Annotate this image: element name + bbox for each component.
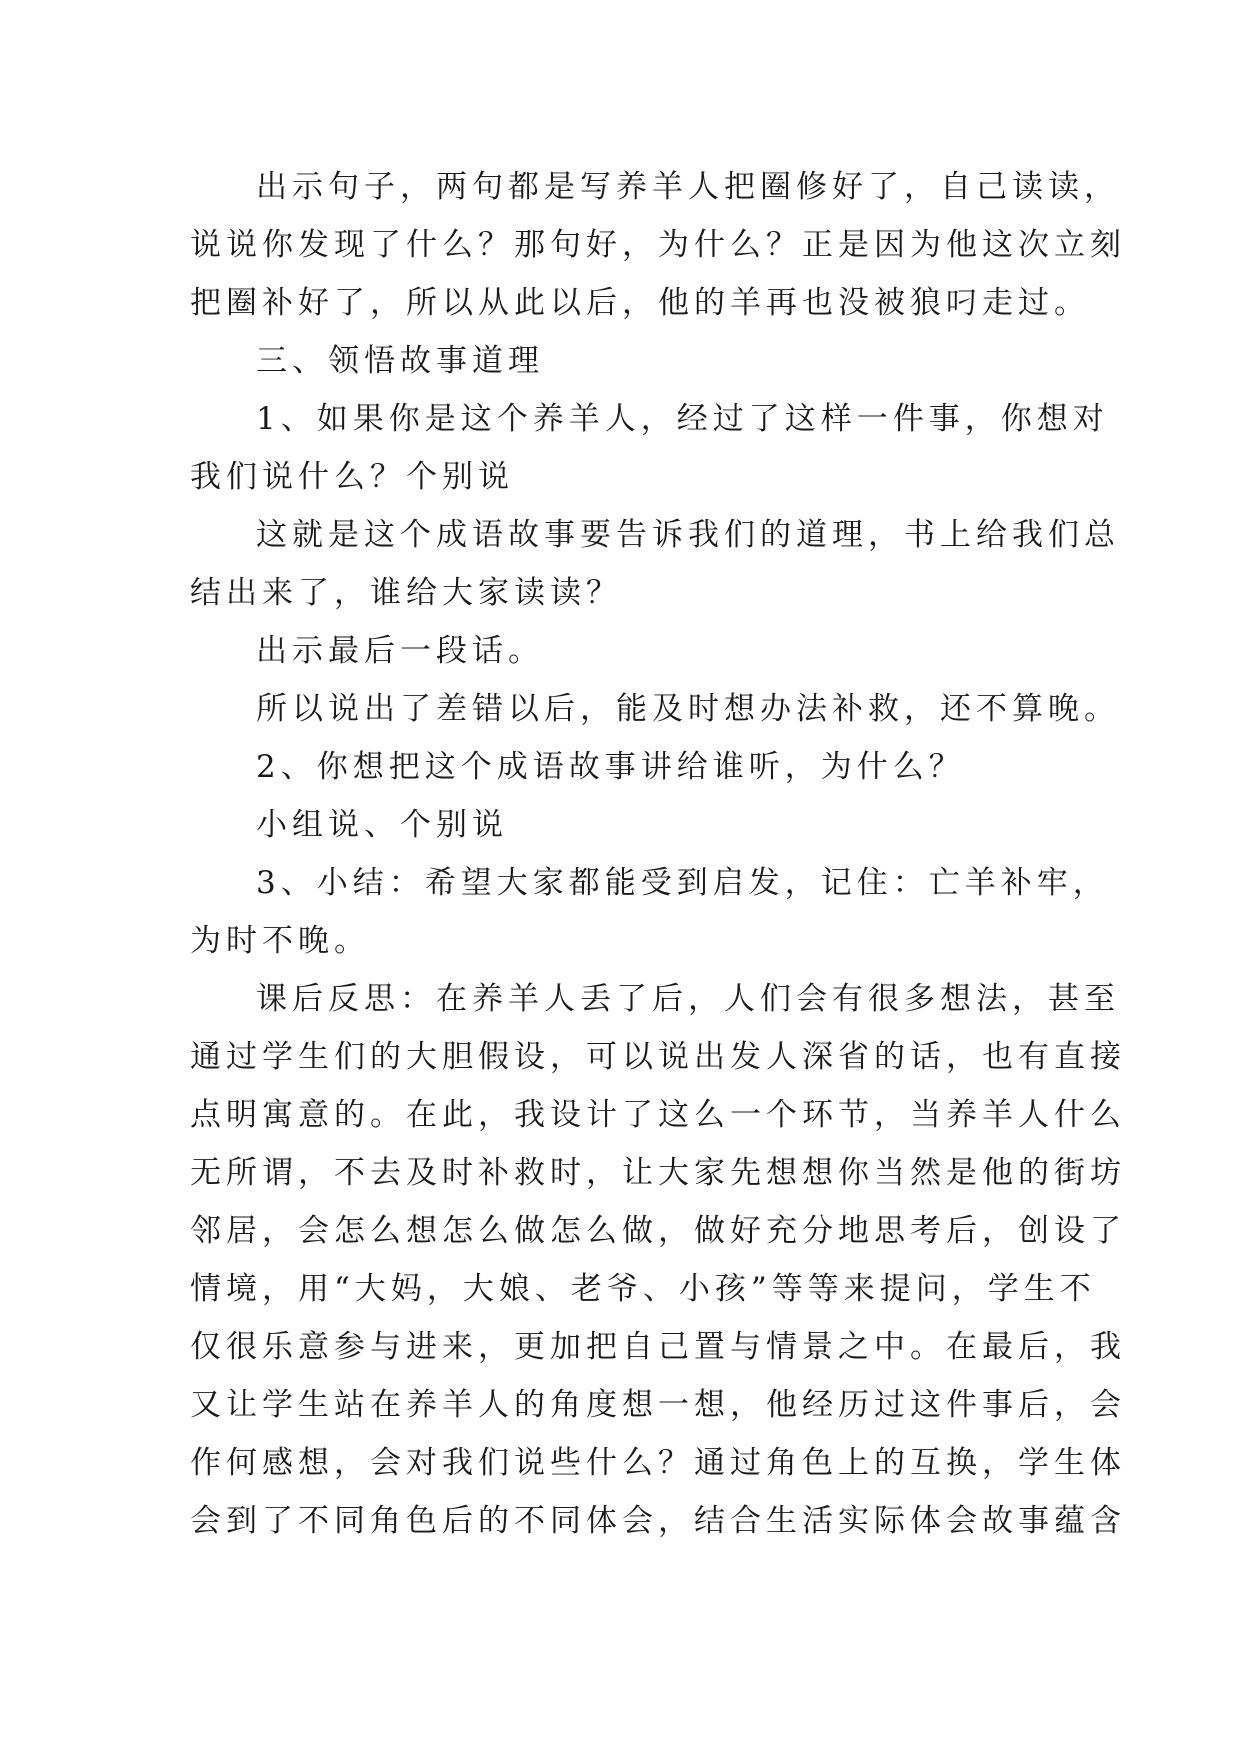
text-line-4: 三、领悟故事道理 [256,343,544,379]
text-line-19: 邻居，会怎么想怎么做怎么做，做好充分地思考后，创设了 [190,1213,1126,1249]
text-line-1: 出示句子，两句都是写养羊人把圈修好了，自己读读， [256,169,1120,205]
text-line-3: 把圈补好了，所以从此以后，他的羊再也没被狼叼走过。 [190,285,1090,321]
text-line-2: 说说你发现了什么？那句好，为什么？正是因为他这次立刻 [190,227,1126,263]
text-line-10: 所以说出了差错以后，能及时想办法补救，还不算晚。 [256,691,1120,727]
text-line-18: 无所谓，不去及时补救时，让大家先想想你当然是他的街坊 [190,1155,1126,1191]
text-line-9: 出示最后一段话。 [256,633,544,669]
text-line-21: 仅很乐意参与进来，更加把自己置与情景之中。在最后，我 [190,1329,1126,1365]
text-line-7: 这就是这个成语故事要告诉我们的道理，书上给我们总 [256,517,1120,553]
text-line-20: 情境，用“大妈，大娘、老爷、小孩”等等来提问，学生不 [190,1271,1096,1307]
text-line-8: 结出来了，谁给大家读读？ [190,575,622,611]
text-line-22: 又让学生站在养羊人的角度想一想，他经历过这件事后，会 [190,1387,1126,1423]
text-line-16: 通过学生们的大胆假设，可以说出发人深省的话，也有直接 [190,1039,1126,1075]
text-line-5: 1、如果你是这个养羊人，经过了这样一件事，你想对 [256,401,1109,437]
text-line-17: 点明寓意的。在此，我设计了这么一个环节，当养羊人什么 [190,1097,1126,1133]
text-line-15: 课后反思：在养羊人丢了后，人们会有很多想法，甚至 [256,981,1120,1017]
text-line-11: 2、你想把这个成语故事讲给谁听，为什么？ [256,749,965,785]
text-line-12: 小组说、个别说 [256,807,508,843]
text-line-14: 为时不晚。 [190,923,370,959]
text-line-6: 我们说什么？个别说 [190,459,514,495]
text-line-13: 3、小结：希望大家都能受到启发，记住：亡羊补牢， [256,865,1109,901]
text-line-24: 会到了不同角色后的不同体会，结合生活实际体会故事蕴含 [190,1503,1126,1539]
document-body [190,158,1126,1550]
text-line-23: 作何感想，会对我们说些什么？通过角色上的互换，学生体 [190,1445,1126,1481]
